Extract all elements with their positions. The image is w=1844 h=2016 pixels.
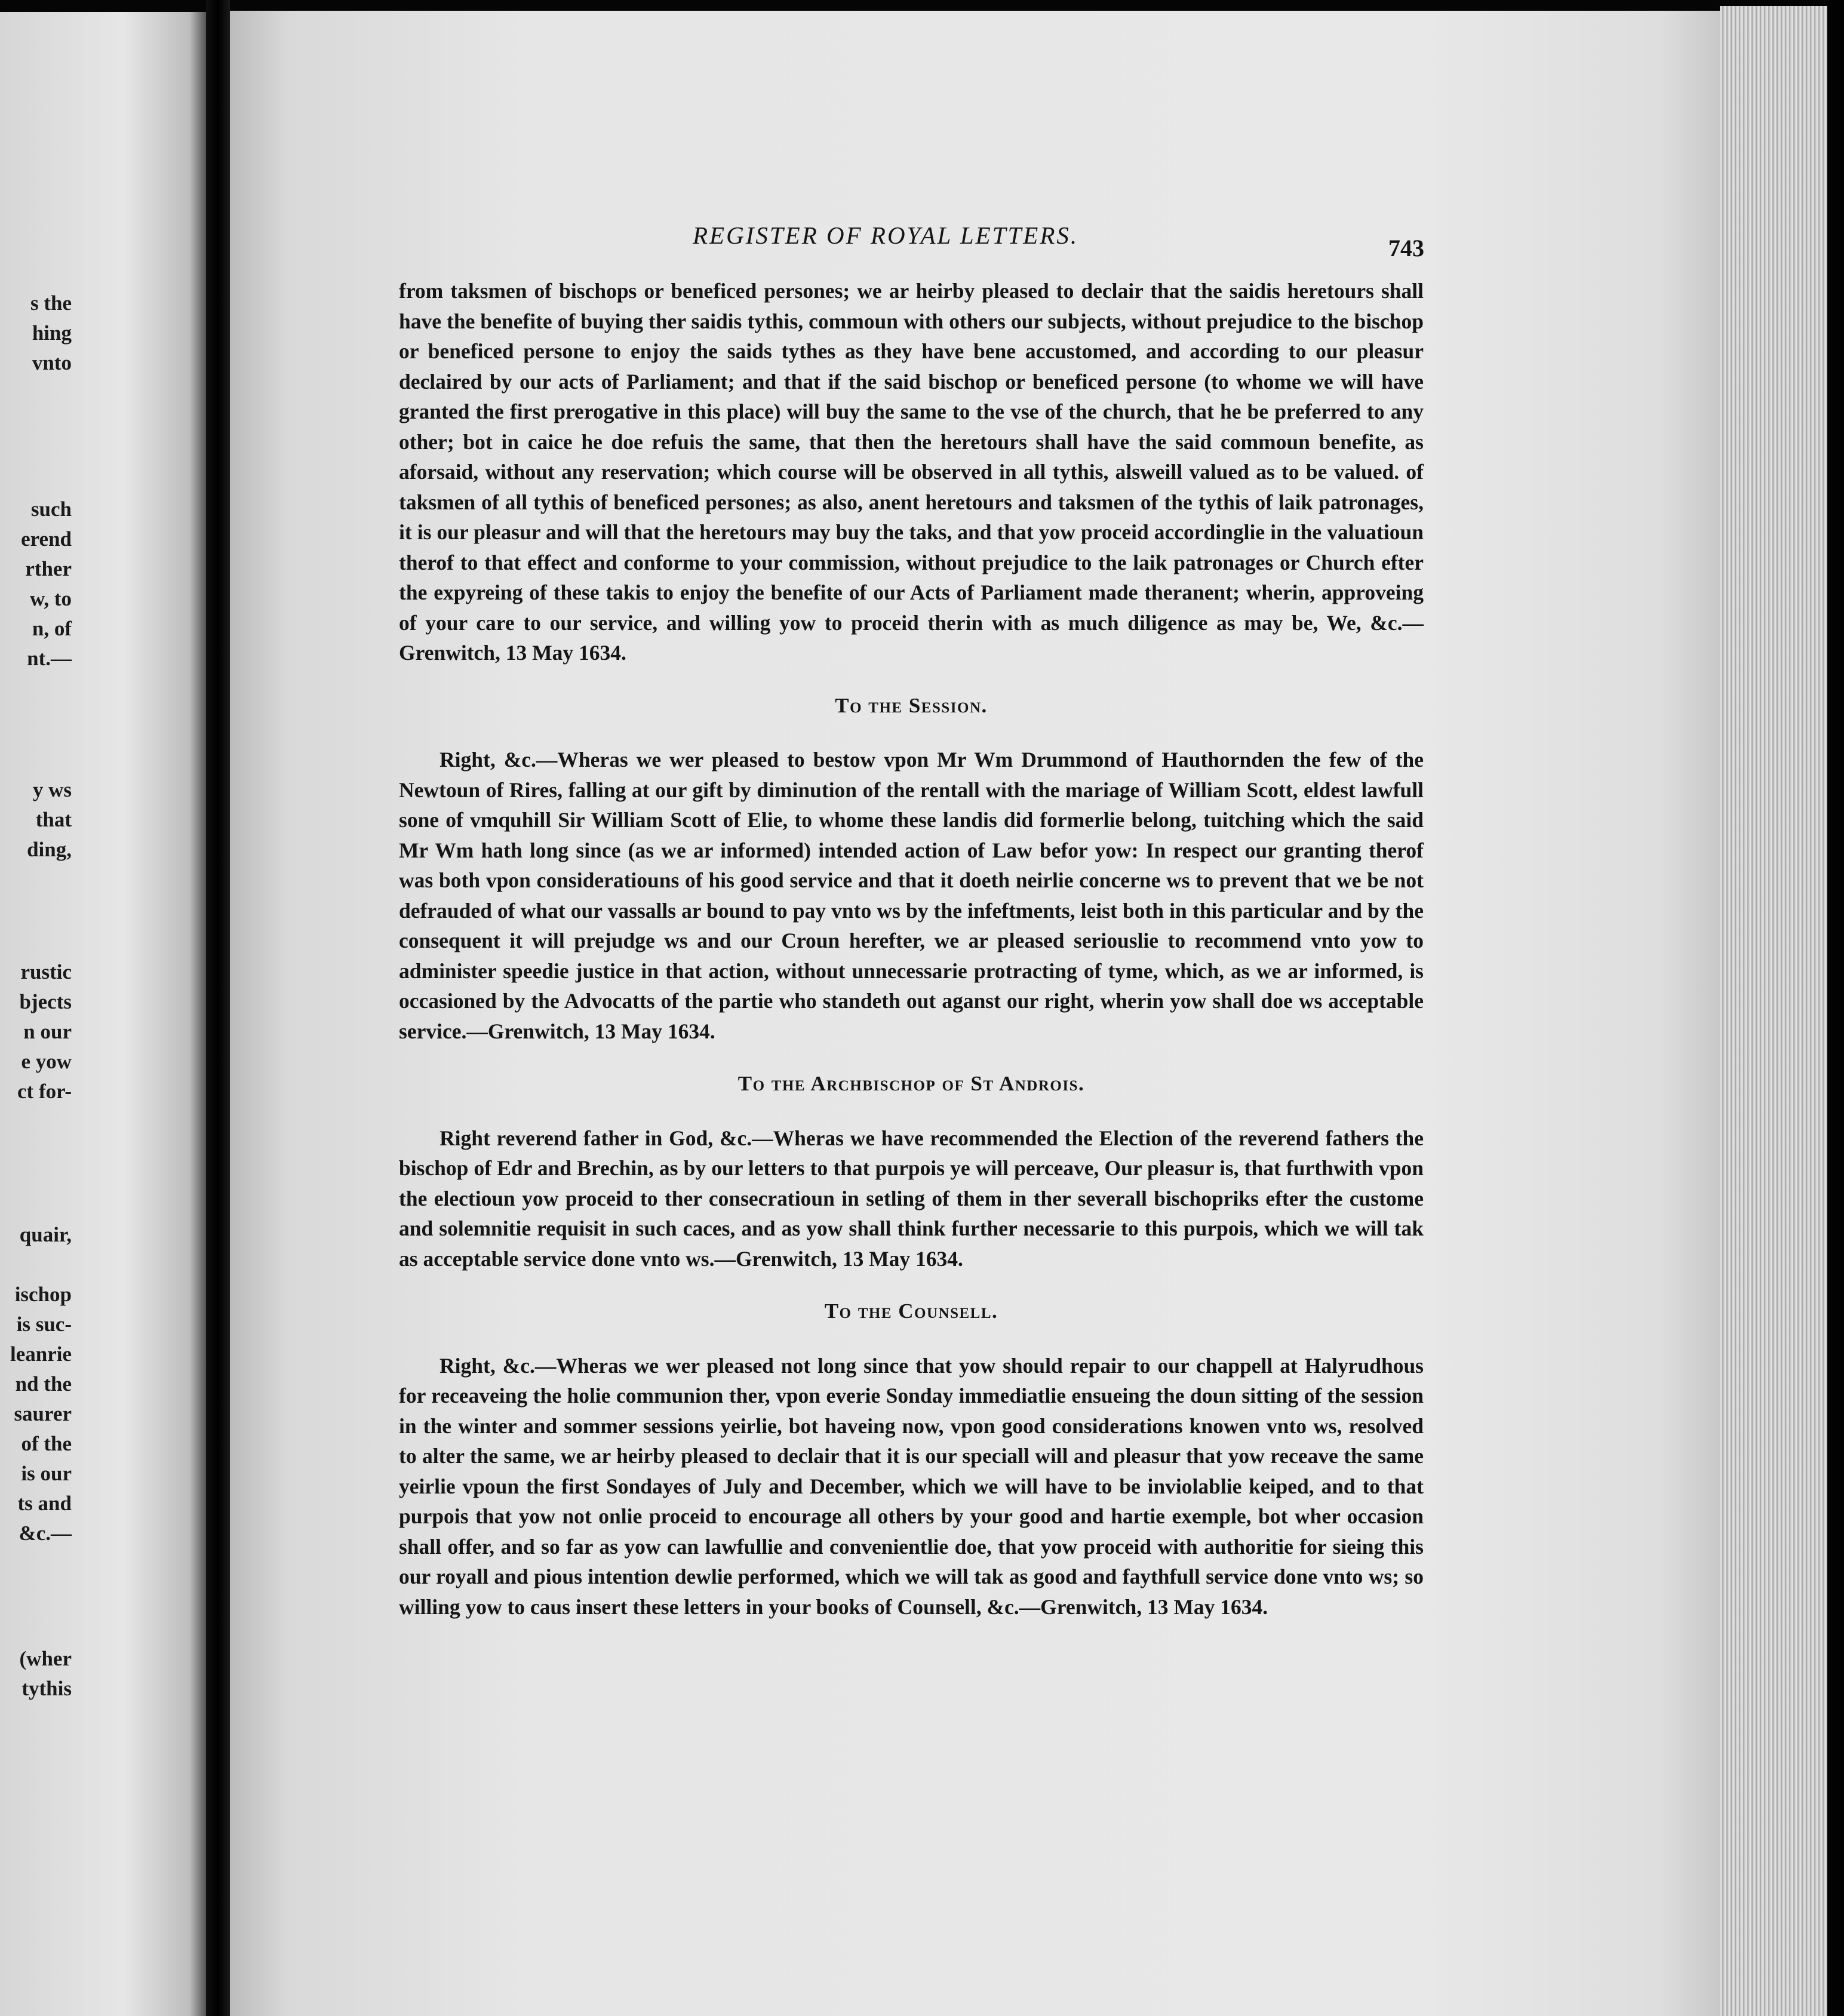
left-page-fragment: ts and: [17, 1492, 72, 1515]
left-page-fragment: tythis: [21, 1677, 72, 1700]
page-edges: [1720, 6, 1827, 2016]
left-page-fragment: ischop: [14, 1283, 72, 1306]
left-page-fragment: n our: [23, 1020, 72, 1043]
page-number: 743: [1388, 235, 1424, 262]
page-body: [399, 276, 1424, 1622]
heading-to-the-counsell: To the Counsell.: [824, 1299, 998, 1323]
left-page-fragment: s the: [30, 291, 72, 315]
left-facing-page: [0, 12, 206, 2016]
left-page-fragment: is our: [21, 1462, 72, 1485]
left-page-fragment: quair,: [19, 1223, 72, 1246]
left-page-fragment: nd the: [15, 1372, 72, 1396]
heading-to-the-archbischop: To the Archbischop of St Androis.: [737, 1072, 1085, 1095]
left-page-fragment: n, of: [32, 617, 72, 640]
letter-paragraph-tythis: from taksmen of bischops or beneficed persones; we ar heirby pleased to declair that the saidis heretours shall have the benefite of buying ther saidis tythis, commoun with others our subjects, without prejudice to the bischop or beneficed persone to enjoy the saids tythes as they have bene accustomed, and according to our pleasur declaired by our acts of Parliament; and that if the said bischop or beneficed persone (to whome we will have granted the first prerogative in this place) will buy the same to the vse of the church, that he be preferred to any other; bot in caice he doe refuis the same, that then the heretours shall have the said commoun benefite, as aforsaid, without any reservation; which course will be observed in all tythis, alsweill valued as to be valued. of taksmen of all tythis of beneficed persones; as also, anent heretours and taksmen of the tythis of laik patronages, it is our pleasur and will that the heretours may buy the taks, and that yow proceid accordinglie in the valuatioun therof to that effect and conforme to your commission, without prejudice to the laik patronages or Church efter the expyreing of these takis to enjoy the benefite of our Acts of Parliament made theranent; wherin, approveing of your care to our service, and willing yow to proceid therin with as much diligence as may be, We, &c.—Grenwitch, 13 May 1634.: [399, 279, 1424, 665]
left-page-fragment: rustic: [20, 960, 72, 984]
left-page-fragment: (wher: [19, 1647, 72, 1670]
letter-paragraph-session: Right, &c.—Wheras we wer pleased to bestow vpon Mr Wm Drummond of Hauthornden the few of the Newtoun of Rires, falling at our gift by diminution of the rentall with the mariage of William Scott, eldest lawfull sone of vmquhill Sir William Scott of Elie, to whome these landis did formerlie belong, tuitching which the said Mr Wm hath long since (as we ar informed) intended action of Law befor yow: In respect our granting therof was both vpon consideratiouns of his good service and that it doeth neirlie concerne ws to prevent that we be not defrauded of what our vassalls ar bound to pay vnto ws by the infeftments, leist both in this particular and by the consequent it will prejudge ws and our Croun herefter, we ar pleased seriouslie to recommend vnto yow to administer speedie justice in that action, without unnecessarie protracting of tyme, which, as we ar informed, is occasioned by the Advocatts of the partie who standeth out aganst our right, wherin yow shall doe ws acceptable service.—Grenwitch, 13 May 1634.: [399, 748, 1424, 1043]
left-page-fragment: e yow: [21, 1050, 72, 1073]
left-page-fragment: nt.—: [27, 647, 72, 670]
left-page-fragment: is suc-: [16, 1313, 72, 1336]
left-page-fragment: such: [30, 497, 72, 521]
left-page-fragment: vnto: [32, 351, 72, 374]
left-page-fragment: saurer: [14, 1402, 72, 1425]
left-page-fragment: w, to: [30, 587, 72, 610]
letter-paragraph-counsell: Right, &c.—Wheras we wer pleased not long since that yow should repair to our chappell at Halyrudhous for receaveing the holie communion ther, vpon everie Sonday immediatlie ensueing the doun sitting of the session in the winter and sommer sessions yeirlie, bot haveing now, vpon good considerations knowen vnto ws, resolved to alter the same, we ar heirby pleased to declair that it is our speciall will and pleasur that yow receave the same yeirlie vpoun the first Sondayes of July and December, which we will have to be inviolablie keiped, and to that purpois that yow not onlie proceid to encourage all others by your good and hartie exemple, bot wher occasion shall offer, and so far as yow can lawfullie and convenientlie doe, that yow proceid with authoritie for sieing this our royall and pious intention dewlie performed, which we will tak as good and faythfull service done vnto ws; so willing yow to caus insert these letters in your books of Counsell, &c.—Grenwitch, 13 May 1634.: [399, 1353, 1424, 1619]
left-page-fragment: erend: [21, 527, 72, 551]
heading-to-the-session: To the Session.: [835, 693, 988, 717]
left-page-fragment: that: [35, 808, 72, 831]
left-page-fragment: y ws: [32, 778, 72, 801]
left-page-fragment: rther: [25, 557, 72, 580]
page-edges-shadow: [1827, 0, 1844, 2016]
left-page-fragment: of the: [21, 1432, 72, 1455]
letter-paragraph-archbischop: Right reverend father in God, &c.—Wheras we have recommended the Election of the reverend fathers the bischop of Edr and Brechin, as by our letters to that purpois ye will perceave, Our pleasur is, that furthwith vpon the electioun yow proceid to ther consecratioun in setling of them in ther severall bischopriks efter the custome and solemnitie requisit in such caces, and as yow shall think further necessarie to this purpois, which we will tak as acceptable service done vnto ws.—Grenwitch, 13 May 1634.: [399, 1126, 1424, 1271]
left-page-fragment: leanrie: [10, 1342, 72, 1366]
left-page-fragment: ct for-: [17, 1080, 72, 1103]
left-page-fragment: hing: [32, 321, 72, 345]
book-gutter: [206, 0, 230, 2016]
running-head: REGISTER OF ROYAL LETTERS.: [693, 222, 1079, 249]
left-page-fragment: bjects: [19, 990, 72, 1013]
left-page-fragment: &c.—: [19, 1522, 72, 1545]
left-page-fragment: ding,: [27, 838, 72, 861]
